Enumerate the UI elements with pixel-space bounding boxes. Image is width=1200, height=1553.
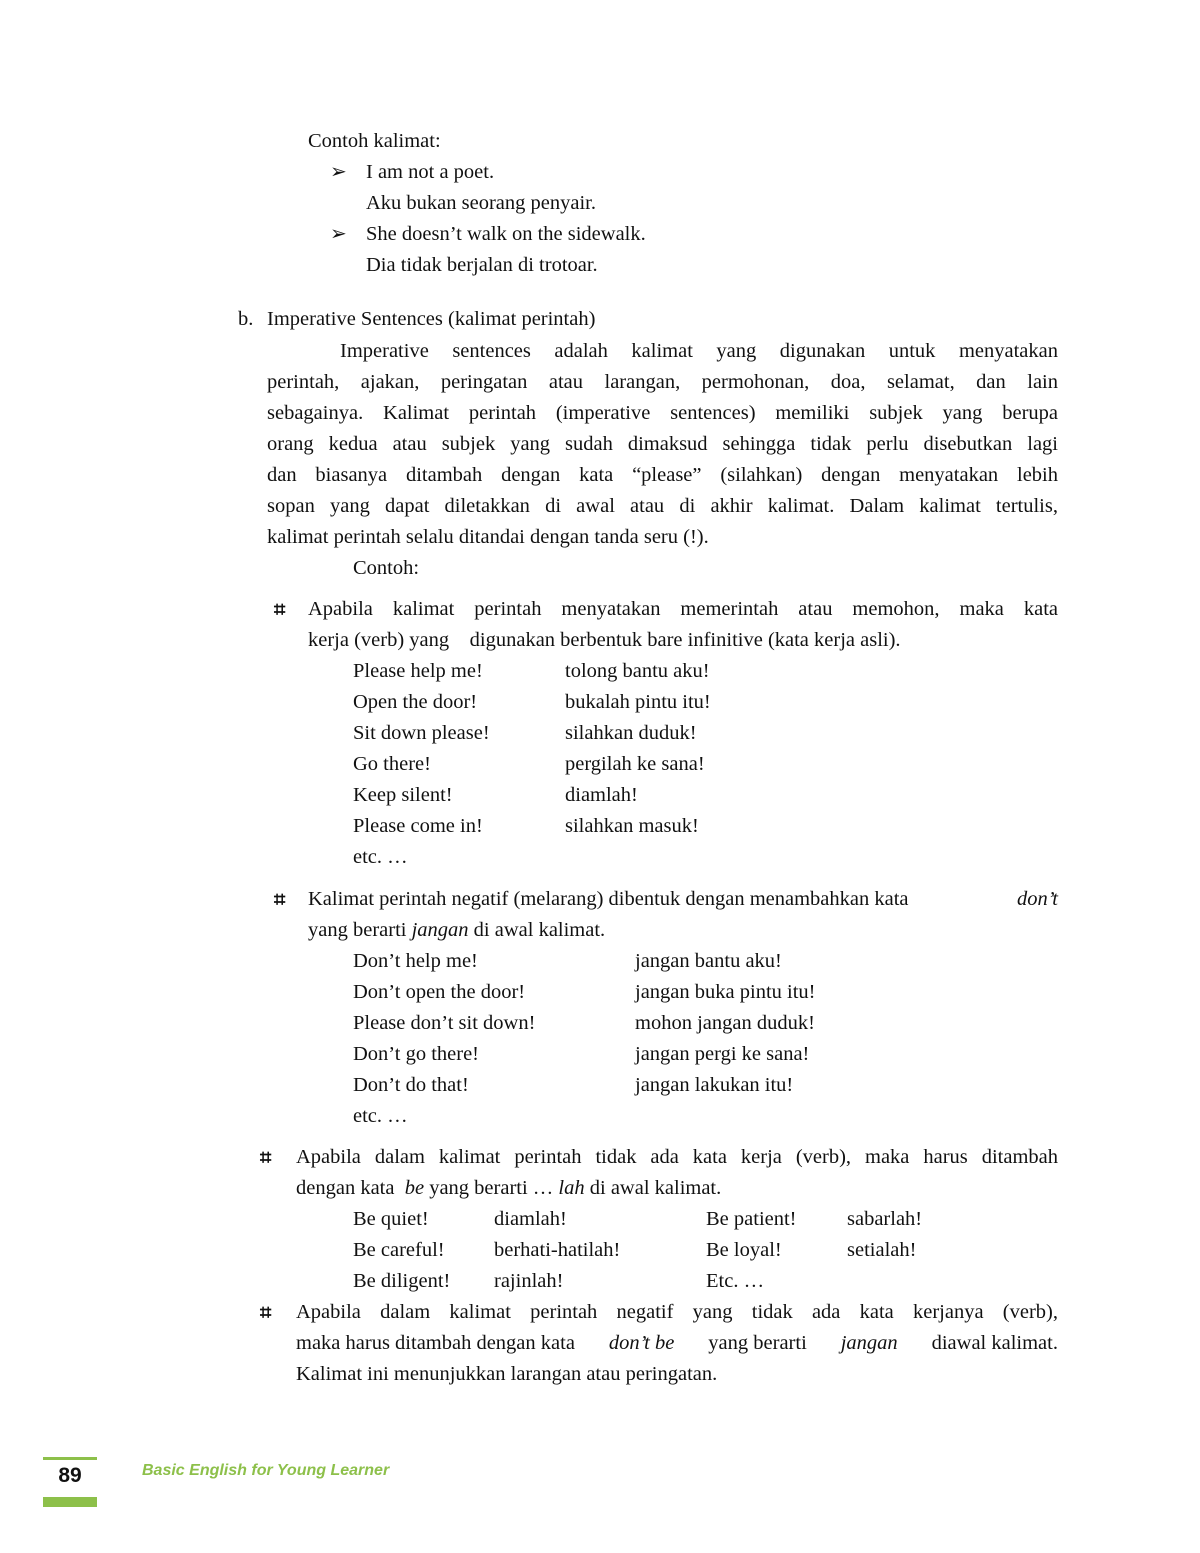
point3-line2-text-mid: yang berarti … (429, 1177, 554, 1199)
hash-bullet-icon: ⌗ (260, 1300, 272, 1324)
paragraph-line: orang kedua atau subjek yang sudah dimaksud sehingga tidak perlu disebutkan lagi (267, 433, 1058, 455)
be-en: Be quiet! (353, 1208, 429, 1230)
imperative-en: Open the door! (353, 691, 478, 713)
section-label: b. (238, 308, 254, 330)
arrow-bullet-icon: ➢ (330, 161, 347, 183)
paragraph-line: kalimat perintah selalu ditandai dengan tanda seru (!). (267, 526, 709, 548)
hash-bullet-icon: ⌗ (274, 597, 286, 621)
be-en: Be diligent! (353, 1270, 451, 1292)
negative-en: Please don’t sit down! (353, 1012, 536, 1034)
be-en: Be loyal! (706, 1239, 782, 1261)
negative-id: jangan pergi ke sana! (635, 1043, 810, 1065)
page-number-bar-bottom (43, 1497, 97, 1507)
etc-text: etc. … (353, 1105, 408, 1127)
negative-en: Don’t go there! (353, 1043, 480, 1065)
section-title: Imperative Sentences (kalimat perintah) (267, 308, 596, 330)
point4-line2-text-mid: yang berarti (708, 1332, 807, 1354)
arrow-bullet-icon: ➢ (330, 223, 347, 245)
be-en: Be patient! (706, 1208, 797, 1230)
negative-id: jangan bantu aku! (635, 950, 782, 972)
be-en: Be careful! (353, 1239, 445, 1261)
point3-line2-italic-2: lah (558, 1177, 585, 1199)
imperative-id: tolong bantu aku! (565, 660, 710, 682)
imperative-id: diamlah! (565, 784, 638, 806)
point2-line1-italic: don’t (1017, 888, 1058, 910)
imperative-id: pergilah ke sana! (565, 753, 705, 775)
imperative-id: silahkan masuk! (565, 815, 699, 837)
point2-line1-text: Kalimat perintah negatif (melarang) dibentuk dengan menambahkan kata (308, 888, 909, 910)
be-id: diamlah! (494, 1208, 567, 1230)
paragraph-line: Imperative sentences adalah kalimat yang digunakan untuk menyatakan (340, 340, 1058, 362)
point2-line2-text-end: di awal kalimat. (473, 919, 606, 941)
negative-id: mohon jangan duduk! (635, 1012, 815, 1034)
hash-bullet-icon: ⌗ (274, 887, 286, 911)
hash-bullet-icon: ⌗ (260, 1145, 272, 1169)
etc-text: Etc. … (706, 1270, 765, 1292)
page-number: 89 (58, 1464, 82, 1487)
example-id-2: Dia tidak berjalan di trotoar. (366, 254, 598, 276)
example-id-1: Aku bukan seorang penyair. (366, 192, 596, 214)
paragraph-line: sebagainya. Kalimat perintah (imperative sentences) memiliki subjek yang berupa (267, 402, 1058, 424)
be-id: sabarlah! (847, 1208, 923, 1230)
imperative-id: bukalah pintu itu! (565, 691, 711, 713)
imperative-en: Please come in! (353, 815, 483, 837)
imperative-en: Go there! (353, 753, 431, 775)
point3-line2 (296, 1175, 721, 1201)
negative-en: Don’t open the door! (353, 981, 526, 1003)
imperative-en: Please help me! (353, 660, 483, 682)
paragraph-line: sopan yang dapat diletakkan di awal atau di akhir kalimat. Dalam kalimat tertulis, (267, 495, 1058, 517)
example-en-1: I am not a poet. (366, 161, 495, 183)
point3-line2-text-end: di awal kalimat. (589, 1177, 722, 1199)
point4-line2-text-end: diawal kalimat. (931, 1332, 1058, 1354)
negative-id: jangan lakukan itu! (635, 1074, 794, 1096)
imperative-en: Sit down please! (353, 722, 490, 744)
etc-text: etc. … (353, 846, 408, 868)
imperative-en: Keep silent! (353, 784, 453, 806)
be-id: setialah! (847, 1239, 917, 1261)
point2-line2 (308, 917, 605, 943)
point4-line2-italic-2: jangan (840, 1332, 898, 1354)
imperative-id: silahkan duduk! (565, 722, 697, 744)
point3-line2-italic: be (404, 1177, 425, 1199)
point4-line2-text: maka harus ditambah dengan kata (296, 1332, 575, 1354)
point2-line2-italic: jangan (411, 919, 469, 941)
be-id: berhati-hatilah! (494, 1239, 621, 1261)
point4-line2 (296, 1330, 1058, 1356)
point4-line2-italic: don’t be (608, 1332, 675, 1354)
negative-en: Don’t do that! (353, 1074, 469, 1096)
point3-line1: Apabila dalam kalimat perintah tidak ada kata kerja (verb), maka harus ditambah (296, 1146, 1058, 1168)
negative-en: Don’t help me! (353, 950, 478, 972)
point3-line2-text: dengan kata (296, 1177, 395, 1199)
paragraph-line: dan biasanya ditambah dengan kata “please” (silahkan) dengan menyatakan lebih (267, 464, 1058, 486)
point1-line1: Apabila kalimat perintah menyatakan memerintah atau memohon, maka kata (308, 598, 1058, 620)
page-number-bar-top (43, 1457, 97, 1460)
contoh-label: Contoh: (353, 557, 420, 579)
paragraph-line: perintah, ajakan, peringatan atau larangan, permohonan, doa, selamat, dan lain (267, 371, 1058, 393)
negative-id: jangan buka pintu itu! (635, 981, 816, 1003)
point4-line3: Kalimat ini menunjukkan larangan atau peringatan. (296, 1363, 718, 1385)
examples-heading: Contoh kalimat: (308, 130, 441, 152)
be-id: rajinlah! (494, 1270, 564, 1292)
point2-line2-text: yang berarti (308, 919, 407, 941)
book-title: Basic English for Young Learner (142, 1462, 390, 1479)
example-en-2: She doesn’t walk on the sidewalk. (366, 223, 646, 245)
point1-line2: kerja (verb) yang digunakan berbentuk bare infinitive (kata kerja asli). (308, 629, 901, 651)
point2-line1 (308, 886, 1058, 912)
point4-line1: Apabila dalam kalimat perintah negatif yang tidak ada kata kerjanya (verb), (296, 1301, 1058, 1323)
